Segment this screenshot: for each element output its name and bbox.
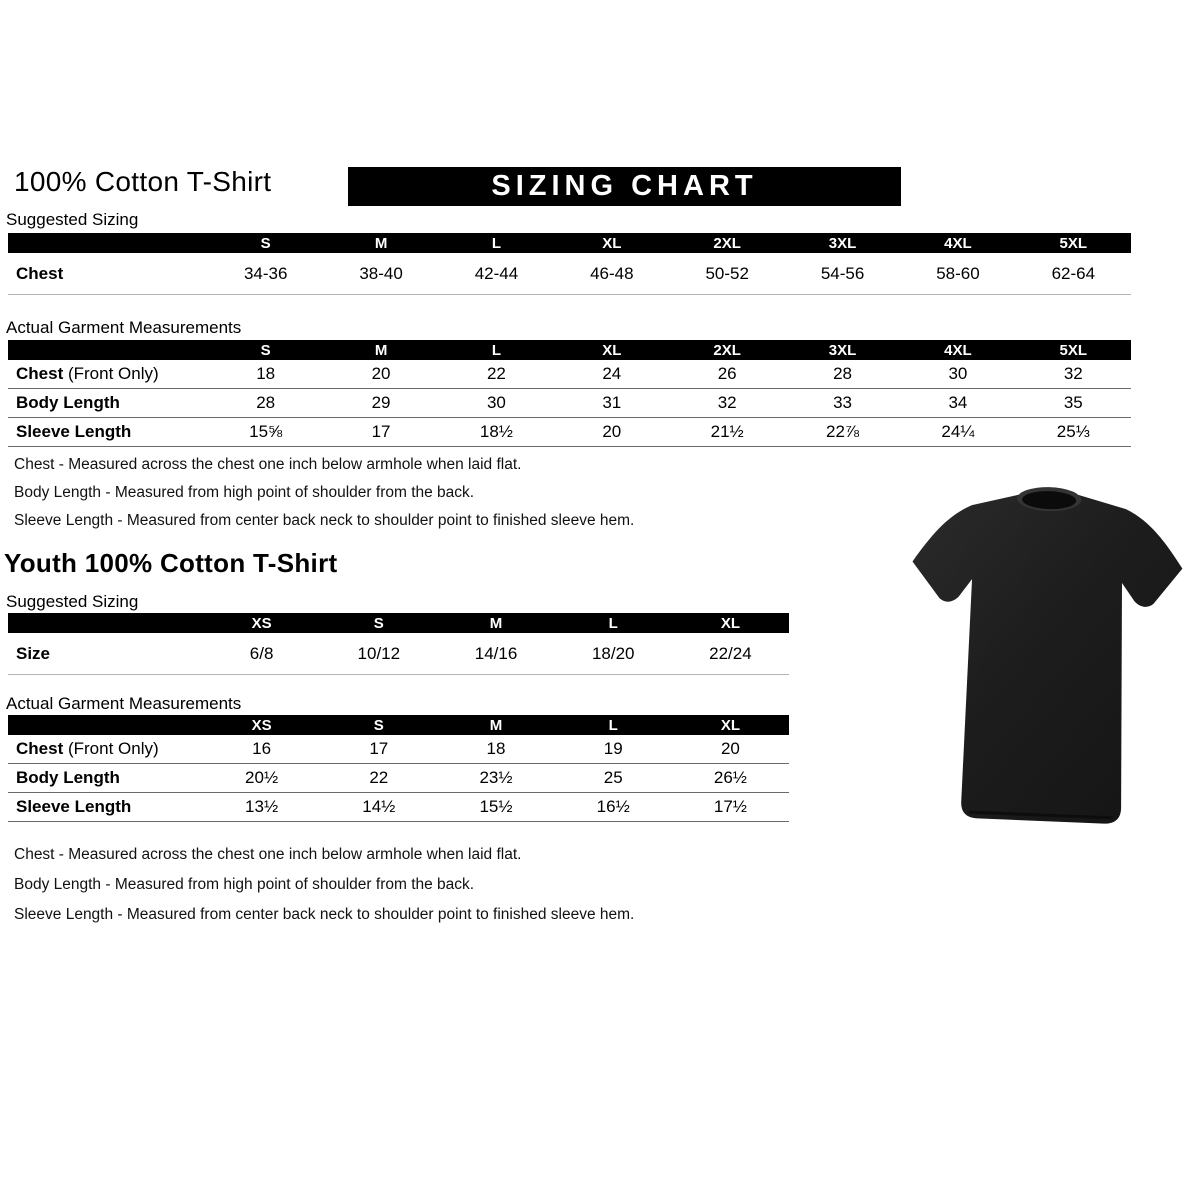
size-column-header: 2XL [713,234,741,252]
adult-suggested-table [8,233,1131,295]
note-chest: Chest - Measured across the chest one inch below armhole when laid flat. [14,456,522,473]
row-label-cell [8,739,203,759]
cell: 17 [371,422,391,441]
cell: 28 [833,364,853,383]
cell: 16½ [596,797,630,816]
sizing-chart-banner: SIZING CHART [348,167,901,206]
size-column-header: S [260,234,271,252]
cell: 29 [371,393,391,412]
cell: 13½ [245,797,279,816]
cell: 32 [717,393,737,412]
cell: 21½ [710,422,744,441]
row-label: Body Length [16,393,120,412]
size-column-header: XL [602,234,622,252]
cell: 31 [602,393,622,412]
cell: 30 [486,393,506,412]
adult-actual-measurements-label: Actual Garment Measurements [6,318,242,337]
table-row-body-length [8,389,1131,418]
note-sleeve-length: Sleeve Length - Measured from center back neck to shoulder point to finished sleeve hem. [14,906,635,923]
size-column-header: M [489,716,503,734]
row-label: Sleeve Length [16,422,132,441]
youth-section-title: Youth 100% Cotton T-Shirt [4,548,338,578]
cell: 17½ [713,797,747,816]
youth-actual-measurements-label: Actual Garment Measurements [6,694,242,713]
row-label-suffix: (Front Only) [63,739,159,758]
size-column-header: S [260,341,271,359]
adult-section-title: 100% Cotton T-Shirt [14,166,272,197]
youth-suggested-sizing-label: Suggested Sizing [6,592,139,611]
cell: 15⅝ [249,422,283,441]
note-body-length: Body Length - Measured from high point of shoulder from the back. [14,876,475,893]
cell: 18/20 [591,643,635,663]
cell: 16 [252,739,272,758]
cell: 22 [369,768,389,787]
cell: 25 [603,768,623,787]
note-sleeve-length: Sleeve Length - Measured from center back neck to shoulder point to finished sleeve hem. [14,512,635,529]
cell: 15½ [479,797,513,816]
row-label-cell [8,644,203,664]
size-column-header: S [373,716,384,734]
tshirt-product-image [888,474,1197,842]
size-column-header: L [491,341,502,359]
cell: 20 [720,739,740,758]
table-row-chest-front-only [8,360,1131,389]
size-column-header: S [373,614,384,632]
cell: 18½ [479,422,513,441]
table-row-body-length [8,764,789,793]
tshirt-body-shape [906,491,1184,826]
youth-actual-header-row [8,715,789,735]
size-column-header: XL [720,716,740,734]
size-column-header: M [374,234,388,252]
cell: 22/24 [709,643,752,663]
cell: 14/16 [474,643,518,663]
table-row-sleeve-length [8,418,1131,447]
size-column-header: 4XL [944,341,972,359]
cell: 6/8 [249,643,274,663]
cell: 30 [948,364,968,383]
size-column-header: L [608,614,618,632]
row-label-cell [8,797,203,817]
cell: 38-40 [359,263,403,283]
cell: 18 [256,364,276,383]
row-label: Sleeve Length [16,797,132,816]
note-body-length: Body Length - Measured from high point of shoulder from the back. [14,484,475,501]
adult-actual-table [8,340,1131,447]
cell: 42-44 [474,263,519,283]
cell: 22 [486,364,506,383]
size-column-header: 2XL [713,341,741,359]
adult-measurement-notes [14,455,634,539]
cell: 50-52 [705,263,749,283]
youth-measurement-notes [14,845,634,935]
size-column-header: XL [602,341,622,359]
youth-actual-table [8,715,789,822]
row-label-cell [8,768,203,788]
table-row-chest [8,253,1131,295]
size-column-header: 5XL [1059,341,1088,359]
size-column-header: XL [720,614,740,632]
cell: 20½ [245,768,279,787]
size-column-header: L [491,234,502,252]
cell: 18 [486,739,506,758]
row-label-cell [8,264,208,284]
table-row-size [8,633,789,675]
row-label-cell [8,422,208,442]
row-label: Size [16,643,51,663]
cell: 24 [602,364,622,383]
cell: 26½ [713,768,747,787]
cell: 17 [369,739,389,758]
cell: 32 [1063,364,1083,383]
cell: 54-56 [820,263,865,283]
table-row-sleeve-length [8,793,789,822]
cell: 33 [833,393,853,412]
adult-suggested-header-row [8,233,1131,253]
row-label: Chest [16,263,64,283]
youth-suggested-table [8,613,789,675]
size-column-header: XS [251,716,272,734]
cell: 20 [602,422,622,441]
cell: 26 [717,364,737,383]
cell: 24¼ [941,422,975,441]
row-label-cell [8,393,208,413]
table-row-chest-front-only [8,735,789,764]
size-column-header: 4XL [944,234,972,252]
row-label-cell [8,364,208,384]
cell: 23½ [479,768,513,787]
cell: 62-64 [1051,263,1096,283]
black-tshirt-icon [888,474,1197,842]
row-label: Body Length [16,768,120,787]
cell: 20 [371,364,391,383]
adult-actual-header-row [8,340,1131,360]
size-column-header: 5XL [1059,234,1088,252]
size-column-header: 3XL [828,341,857,359]
row-label: Chest [16,739,64,758]
cell: 10/12 [357,643,401,663]
cell: 22⅞ [826,422,860,441]
cell: 28 [256,393,276,412]
cell: 14½ [362,797,396,816]
size-column-header: 3XL [828,234,857,252]
youth-suggested-header-row [8,613,789,633]
cell: 19 [603,739,623,758]
cell: 34-36 [243,263,288,283]
cell: 58-60 [936,263,980,283]
cell: 25⅓ [1056,422,1090,441]
cell: 46-48 [590,263,634,283]
note-chest: Chest - Measured across the chest one inch below armhole when laid flat. [14,846,522,863]
size-column-header: XS [251,614,272,632]
cell: 34 [948,393,968,412]
row-label-suffix: (Front Only) [63,364,159,383]
size-column-header: M [489,614,503,632]
size-column-header: M [374,341,388,359]
adult-suggested-sizing-label: Suggested Sizing [6,210,139,229]
cell: 35 [1063,393,1083,412]
size-column-header: L [608,716,618,734]
row-label: Chest [16,364,64,383]
